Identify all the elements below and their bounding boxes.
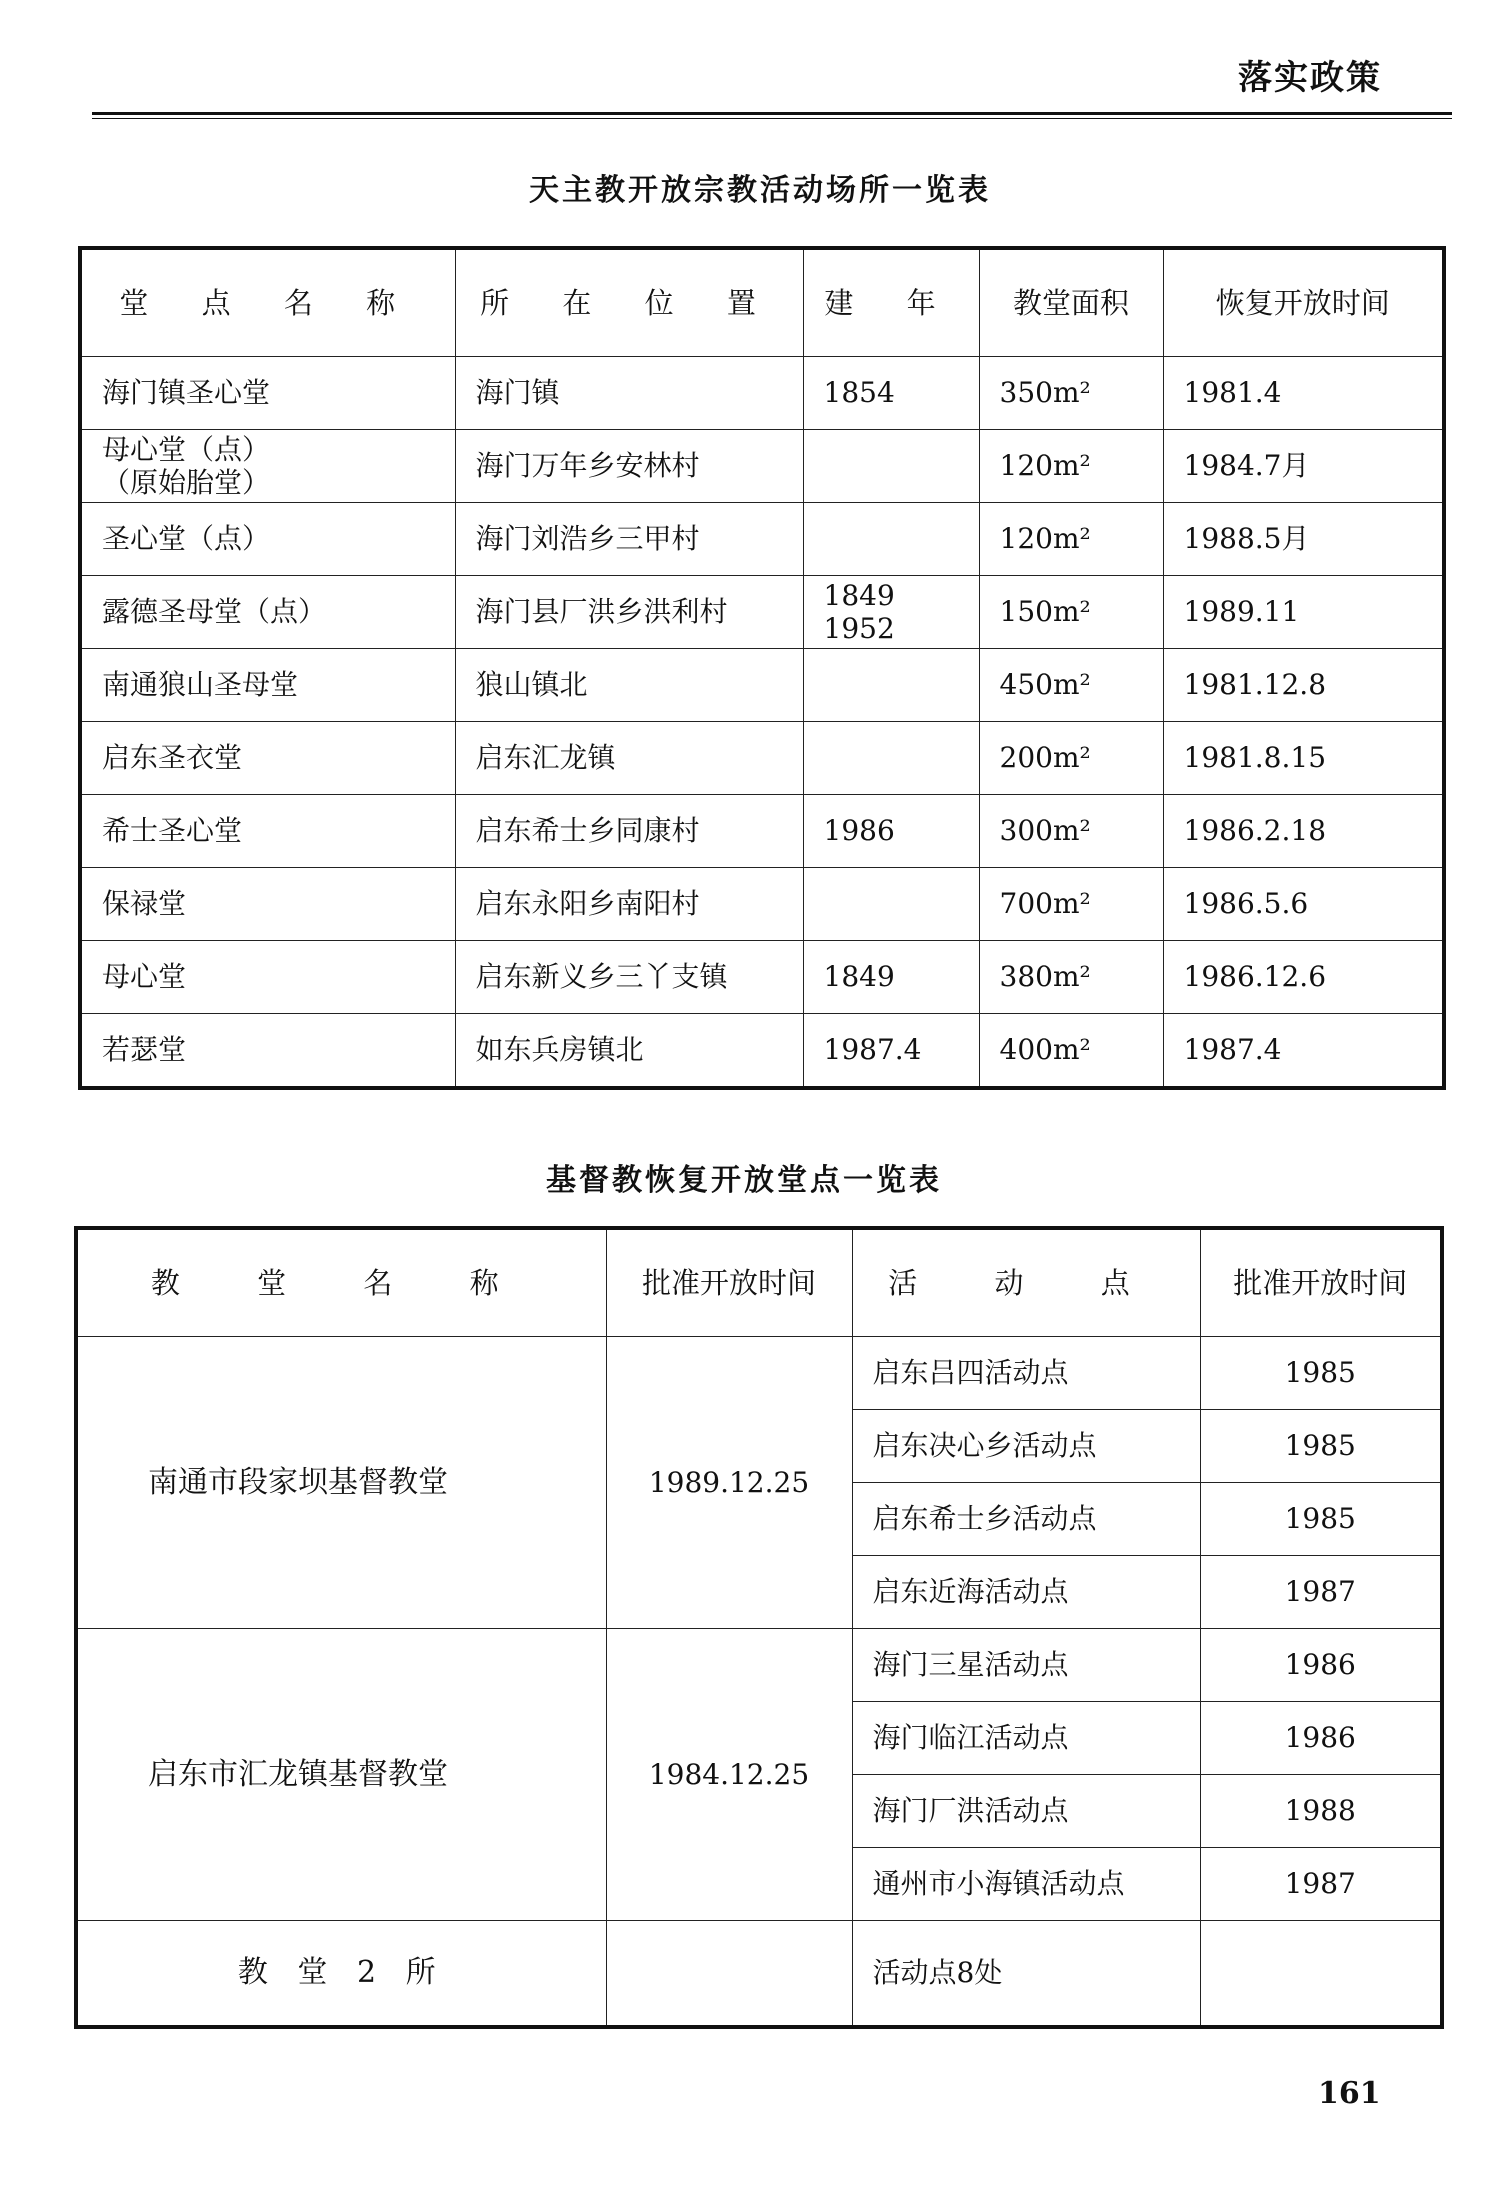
catholic-table-body [80, 357, 1444, 1089]
church-name: 南通市段家坝基督教堂 [76, 1337, 606, 1629]
christian-table-title: 基督教恢复开放堂点一览表 [546, 1163, 942, 1198]
site-name: 圣心堂（点） [80, 503, 455, 576]
christian-table-body [76, 1337, 1442, 2028]
site-reopened: 1986.2.18 [1163, 795, 1444, 868]
site-year: 1854 [803, 357, 979, 430]
site-name: 海门镇圣心堂 [80, 357, 455, 430]
site-location: 如东兵房镇北 [455, 1014, 803, 1089]
catholic-sites-table [78, 246, 1446, 1090]
site-reopened: 1989.11 [1163, 576, 1444, 649]
column-header-church-approved: 批准开放时间 [606, 1228, 852, 1337]
site-reopened: 1981.12.8 [1163, 649, 1444, 722]
church-approved: 1984.12.25 [606, 1629, 852, 1921]
table-row [80, 795, 1444, 868]
site-area: 350m² [979, 357, 1163, 430]
site-location: 启东新义乡三丫支镇 [455, 941, 803, 1014]
site-year [803, 868, 979, 941]
activity-point-name: 启东近海活动点 [852, 1556, 1200, 1629]
table-row [80, 357, 1444, 430]
site-reopened: 1986.12.6 [1163, 941, 1444, 1014]
site-area: 450m² [979, 649, 1163, 722]
site-area: 120m² [979, 503, 1163, 576]
site-name: 母心堂 [80, 941, 455, 1014]
activity-point-approved: 1985 [1200, 1410, 1442, 1483]
site-year [803, 722, 979, 795]
site-area: 150m² [979, 576, 1163, 649]
site-location: 狼山镇北 [455, 649, 803, 722]
site-area: 200m² [979, 722, 1163, 795]
column-header-point-approved: 批准开放时间 [1200, 1228, 1442, 1337]
site-area: 300m² [979, 795, 1163, 868]
site-year: 1849 1952 [803, 576, 979, 649]
catholic-table-title: 天主教开放宗教活动场所一览表 [529, 173, 991, 208]
activity-point-approved: 1985 [1200, 1337, 1442, 1410]
site-year: 1986 [803, 795, 979, 868]
site-area: 700m² [979, 868, 1163, 941]
site-reopened: 1987.4 [1163, 1014, 1444, 1089]
activity-point-approved: 1987 [1200, 1556, 1442, 1629]
table-row [80, 430, 1444, 503]
site-location: 海门刘浩乡三甲村 [455, 503, 803, 576]
table-row [80, 503, 1444, 576]
column-header-activity-point: 活 动 点 [852, 1228, 1200, 1337]
site-name: 希士圣心堂 [80, 795, 455, 868]
table-row [80, 941, 1444, 1014]
church-approved: 1989.12.25 [606, 1337, 852, 1629]
church-name: 启东市汇龙镇基督教堂 [76, 1629, 606, 1921]
activity-point-name: 海门三星活动点 [852, 1629, 1200, 1702]
column-header-year: 建 年 [803, 248, 979, 357]
total-churches: 教 堂 2 所 [76, 1921, 606, 2028]
site-year [803, 503, 979, 576]
site-area: 120m² [979, 430, 1163, 503]
activity-point-approved: 1985 [1200, 1483, 1442, 1556]
site-name: 保禄堂 [80, 868, 455, 941]
table-header-row [76, 1228, 1442, 1337]
activity-point-name: 海门厂洪活动点 [852, 1775, 1200, 1848]
site-reopened: 1984.7月 [1163, 430, 1444, 503]
site-location: 启东希士乡同康村 [455, 795, 803, 868]
running-head: 落实政策 [1238, 58, 1382, 98]
table-row [80, 1014, 1444, 1089]
table-row [80, 649, 1444, 722]
activity-point-name: 海门临江活动点 [852, 1702, 1200, 1775]
totals-row [76, 1921, 1442, 2028]
site-location: 启东汇龙镇 [455, 722, 803, 795]
activity-point-name: 启东决心乡活动点 [852, 1410, 1200, 1483]
site-year [803, 649, 979, 722]
total-activity-points: 活动点8处 [852, 1921, 1200, 2028]
site-name: 启东圣衣堂 [80, 722, 455, 795]
site-year: 1987.4 [803, 1014, 979, 1089]
column-header-reopened: 恢复开放时间 [1163, 248, 1444, 357]
table-row [76, 1337, 1442, 1410]
table-row [76, 1629, 1442, 1702]
site-name: 母心堂（点） （原始胎堂） [80, 430, 455, 503]
page-number: 161 [1318, 2076, 1381, 2111]
header-rule [92, 112, 1452, 119]
column-header-location: 所 在 位 置 [455, 248, 803, 357]
site-name: 若瑟堂 [80, 1014, 455, 1089]
site-location: 海门万年乡安林村 [455, 430, 803, 503]
site-location: 海门镇 [455, 357, 803, 430]
table-row [80, 576, 1444, 649]
activity-point-name: 启东吕四活动点 [852, 1337, 1200, 1410]
site-reopened: 1981.8.15 [1163, 722, 1444, 795]
column-header-name: 堂 点 名 称 [80, 248, 455, 357]
activity-point-approved: 1987 [1200, 1848, 1442, 1921]
site-reopened: 1988.5月 [1163, 503, 1444, 576]
activity-point-name: 启东希士乡活动点 [852, 1483, 1200, 1556]
site-reopened: 1981.4 [1163, 357, 1444, 430]
empty-cell [1200, 1921, 1442, 2028]
site-area: 400m² [979, 1014, 1163, 1089]
empty-cell [606, 1921, 852, 2028]
activity-point-approved: 1986 [1200, 1702, 1442, 1775]
column-header-area: 教堂面积 [979, 248, 1163, 357]
site-year [803, 430, 979, 503]
activity-point-approved: 1988 [1200, 1775, 1442, 1848]
activity-point-name: 通州市小海镇活动点 [852, 1848, 1200, 1921]
site-reopened: 1986.5.6 [1163, 868, 1444, 941]
christian-sites-table [74, 1226, 1444, 2029]
column-header-church: 教 堂 名 称 [76, 1228, 606, 1337]
table-header-row [80, 248, 1444, 357]
site-location: 海门县厂洪乡洪利村 [455, 576, 803, 649]
site-location: 启东永阳乡南阳村 [455, 868, 803, 941]
site-name: 南通狼山圣母堂 [80, 649, 455, 722]
table-row [80, 868, 1444, 941]
site-year: 1849 [803, 941, 979, 1014]
table-row [80, 722, 1444, 795]
site-area: 380m² [979, 941, 1163, 1014]
activity-point-approved: 1986 [1200, 1629, 1442, 1702]
site-name: 露德圣母堂（点） [80, 576, 455, 649]
